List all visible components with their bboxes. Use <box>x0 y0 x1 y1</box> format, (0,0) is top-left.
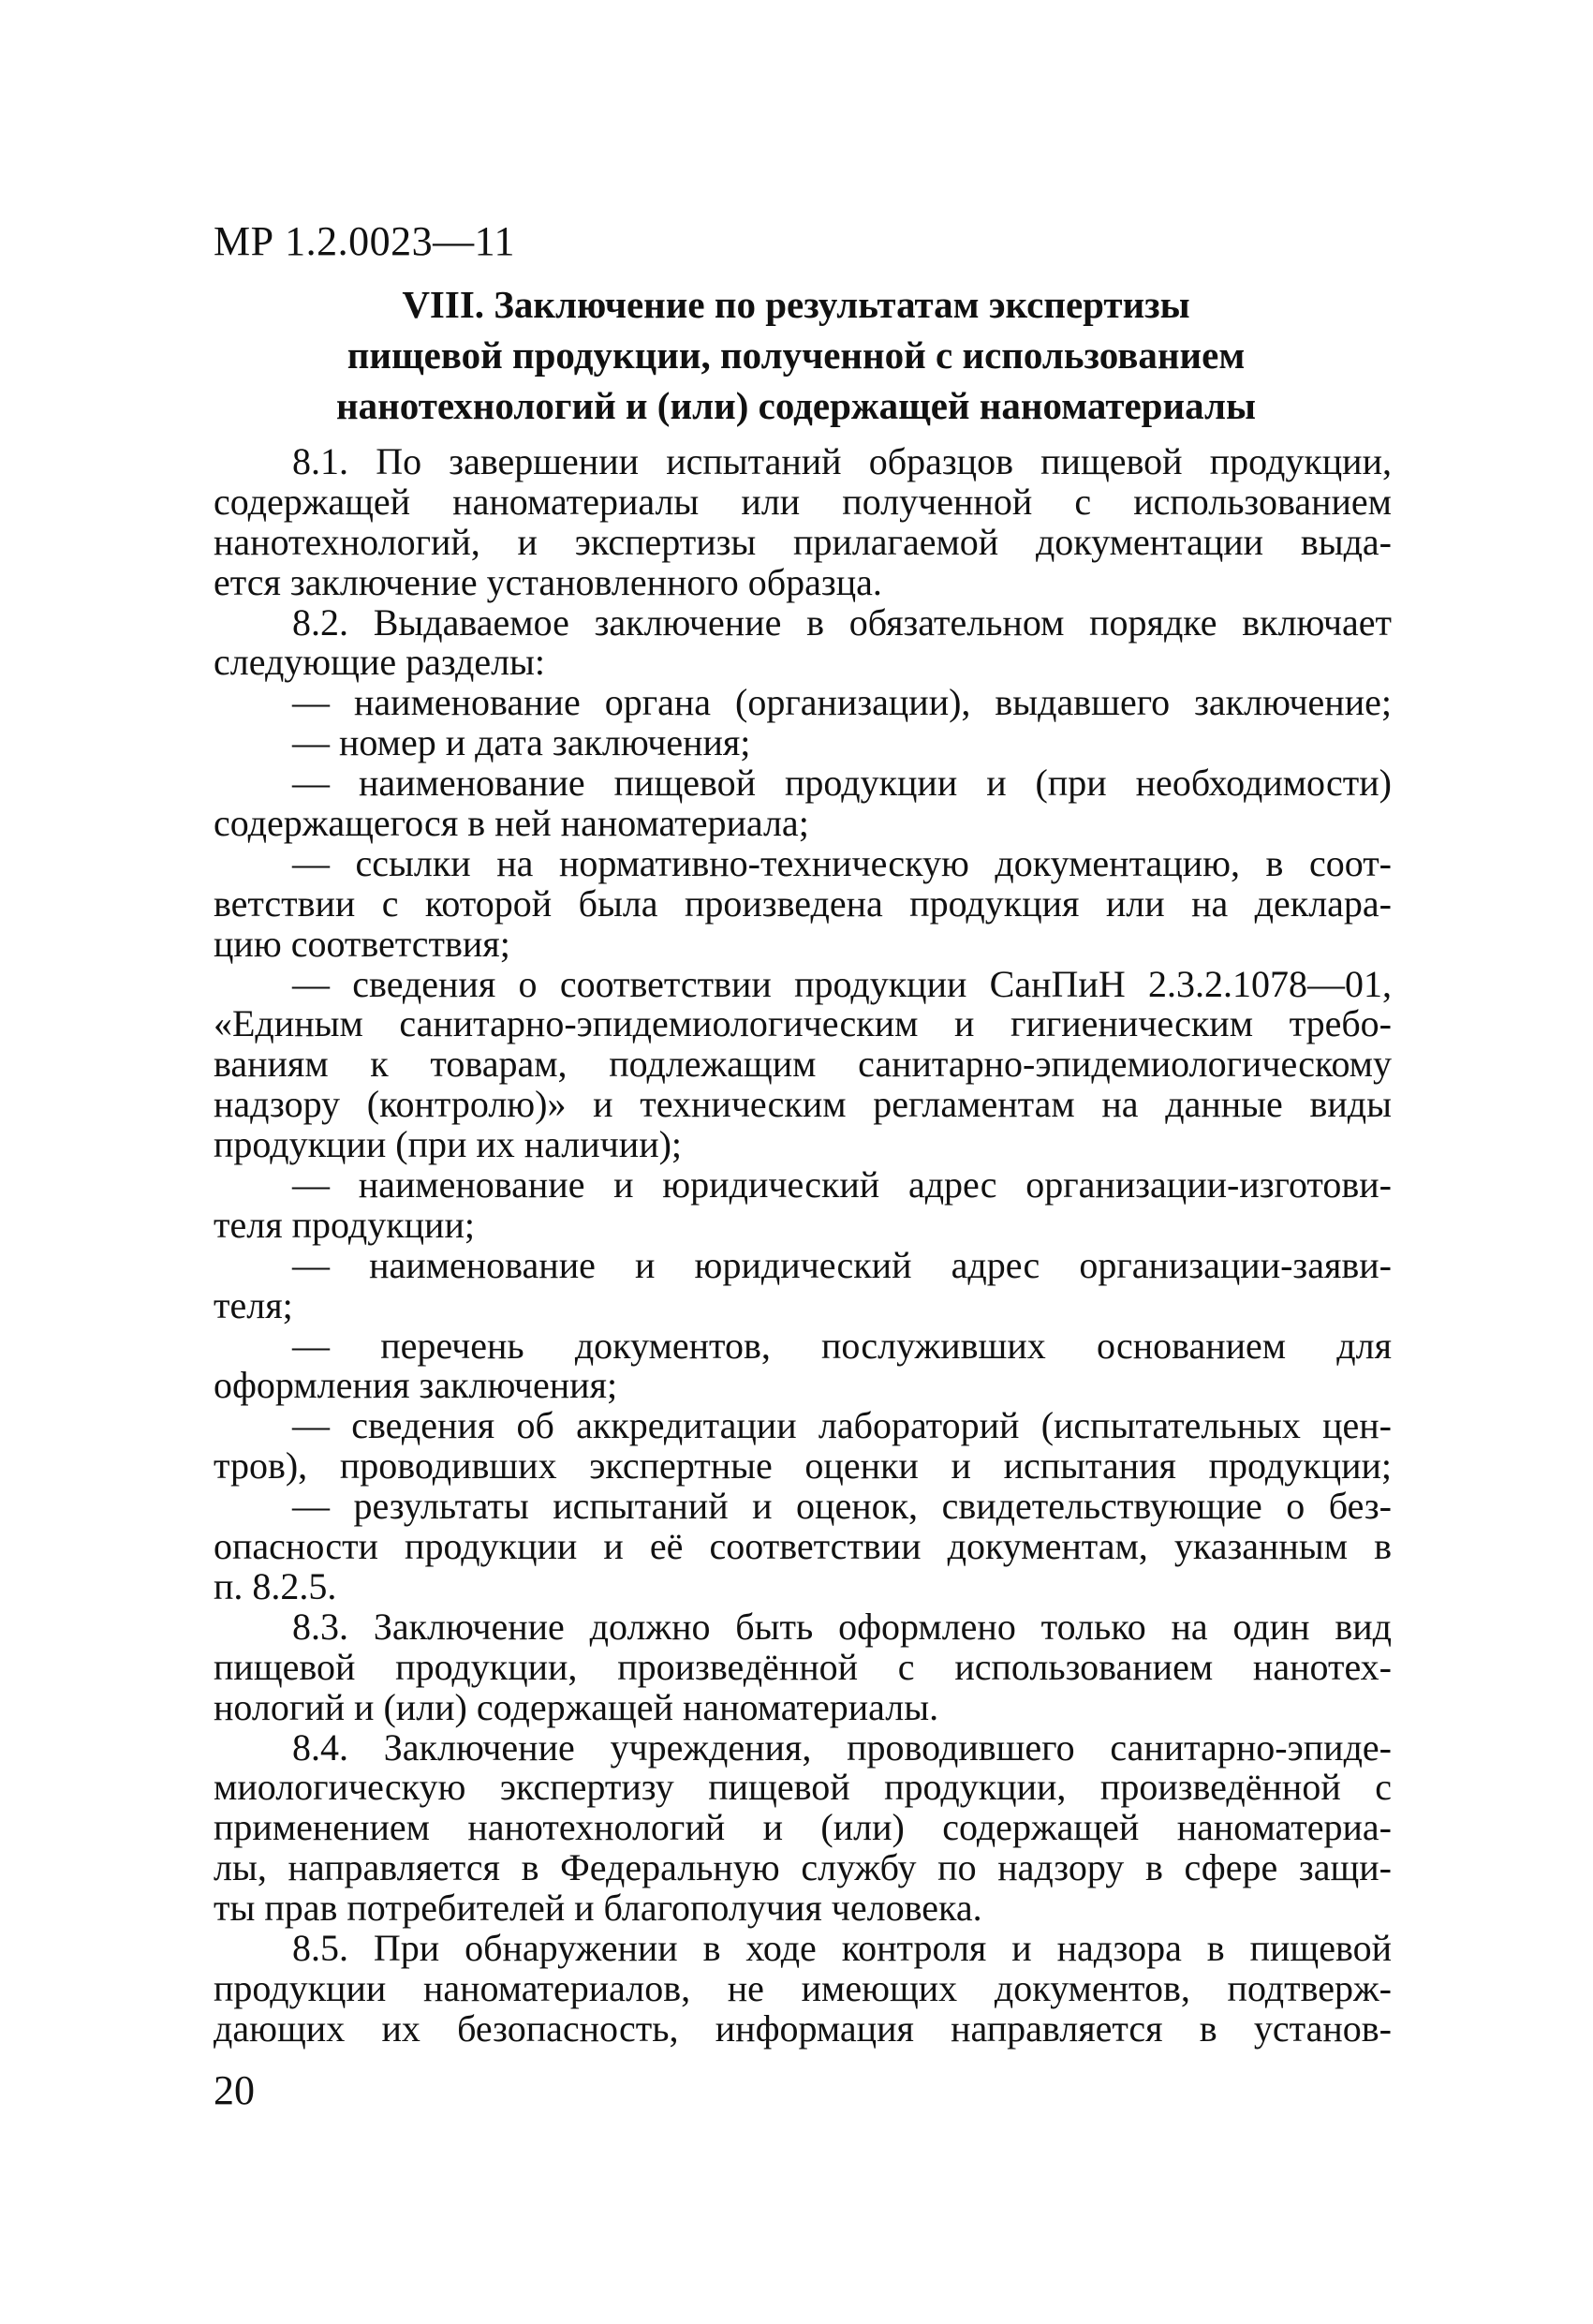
document-body <box>214 442 1392 2050</box>
text-line: ется заключение установленного образца. <box>214 560 882 603</box>
list-item-line: — наименование и юридический адрес организации-изготови- <box>292 1163 1392 1206</box>
page-number: 20 <box>214 2067 255 2113</box>
list-item-line: — результаты испытаний и оценок, свидетельствующие о без- <box>292 1485 1392 1528</box>
text-line: 8.2. Выдаваемое заключение в обязательном порядке включает <box>292 600 1392 644</box>
list-item-line: — наименование и юридический адрес организации-заяви- <box>292 1243 1392 1286</box>
text-line: опасности продукции и её соответствии документам, указанным в <box>214 1525 1392 1568</box>
text-line: дающих их безопасность, информация направляется в установ- <box>214 2006 1392 2050</box>
text-line: тров), проводивших экспертные оценки и испытания продукции; <box>214 1444 1392 1488</box>
text-line: содержащей наноматериалы или полученной с использованием <box>214 480 1392 523</box>
list-item-line: — ссылки на нормативно-техническую документацию, в соот- <box>292 841 1392 884</box>
section-heading <box>187 279 1405 431</box>
section-heading-line: нанотехнологий и (или) содержащей наноматериалы <box>336 384 1256 427</box>
text-line: п. 8.2.5. <box>214 1564 337 1607</box>
text-line: «Единым санитарно-эпидемиологическим и гигиеническим требо- <box>214 1002 1392 1045</box>
section-heading-line: пищевой продукции, полученной с использованием <box>347 333 1246 377</box>
list-item-line: — наименование органа (организации), выдавшего заключение; <box>292 681 1392 724</box>
text-line: цию соответствия; <box>214 922 510 965</box>
text-line: надзору (контролю)» и техническим регламентам на данные виды <box>214 1083 1392 1126</box>
text-line: нологий и (или) содержащей наноматериалы. <box>214 1685 939 1728</box>
text-line: теля продукции; <box>214 1203 475 1246</box>
text-line: 8.4. Заключение учреждения, проводившего санитарно-эпиде- <box>292 1725 1392 1769</box>
text-line: 8.5. При обнаружении в ходе контроля и надзора в пищевой <box>292 1926 1392 1969</box>
list-item-line: — наименование пищевой продукции и (при необходимости) <box>292 762 1392 805</box>
text-line: продукции наноматериалов, не имеющих документов, подтверж- <box>214 1966 1392 2009</box>
list-item-line: — номер и дата заключения; <box>292 721 751 764</box>
text-line: оформления заключения; <box>214 1364 618 1407</box>
text-line: продукции (при их наличии); <box>214 1123 683 1166</box>
section-heading-line: VIII. Заключение по результатам экспертизы <box>402 283 1190 326</box>
text-line: ваниям к товарам, подлежащим санитарно-эпидемиологическому <box>214 1043 1392 1086</box>
text-line: ты прав потребителей и благополучия человека. <box>214 1887 982 1930</box>
text-line: содержащегося в ней наноматериала; <box>214 802 809 845</box>
text-line: ветствии с которой была произведена продукция или на деклара- <box>214 881 1392 925</box>
list-item-line: — сведения об аккредитации лабораторий (испытательных цен- <box>292 1404 1392 1447</box>
text-line: 8.3. Заключение должно быть оформлено только на один вид <box>292 1605 1392 1648</box>
document-code: МР 1.2.0023—11 <box>214 218 515 264</box>
text-line: 8.1. По завершении испытаний образцов пищевой продукции, <box>292 440 1392 482</box>
text-line: теля; <box>214 1283 293 1326</box>
text-line: лы, направляется в Федеральную службу по надзору в сфере защи- <box>214 1846 1392 1889</box>
text-line: пищевой продукции, произведённой с использованием нанотех- <box>214 1645 1392 1688</box>
text-line: миологическую экспертизу пищевой продукции, произведённой с <box>214 1766 1392 1809</box>
text-line: применением нанотехнологий и (или) содержащей наноматериа- <box>214 1806 1392 1849</box>
list-item-line: — перечень документов, послуживших основанием для <box>292 1324 1392 1367</box>
text-line: нанотехнологий, и экспертизы прилагаемой документации выда- <box>214 520 1392 563</box>
list-item-line: — сведения о соответствии продукции СанПиН 2.3.2.1078—01, <box>292 962 1392 1005</box>
text-line: следующие разделы: <box>214 641 546 684</box>
